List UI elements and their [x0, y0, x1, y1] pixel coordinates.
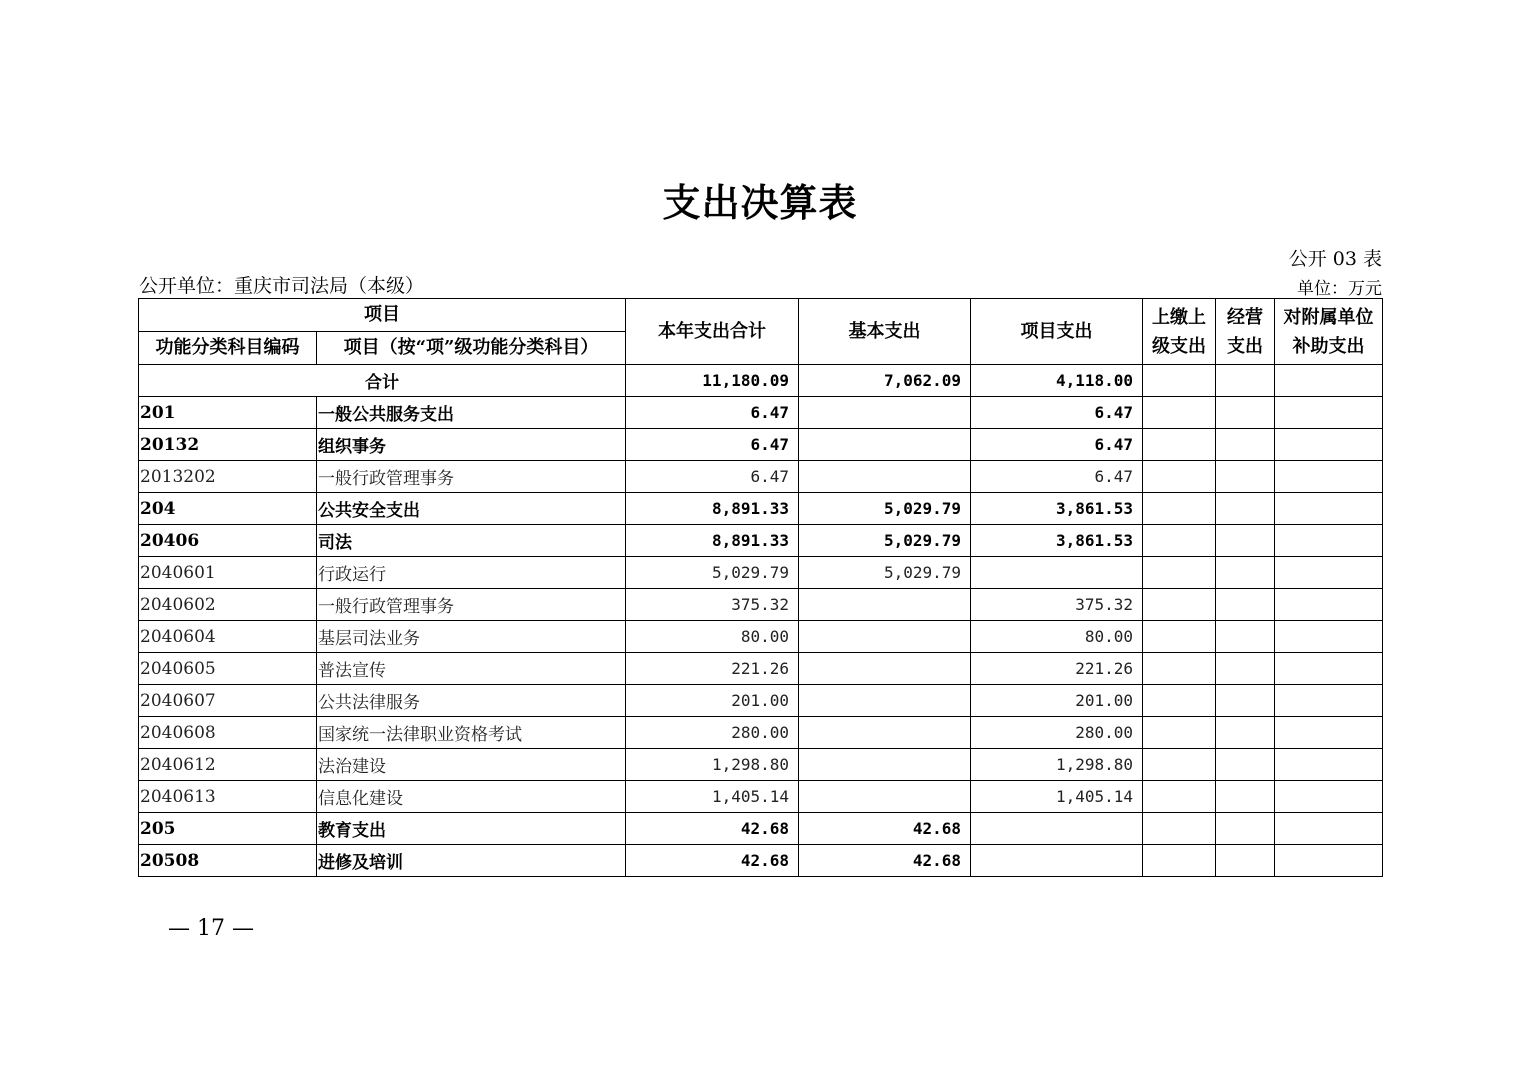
expenditure-table	[138, 298, 1383, 877]
row-project: 3,861.53	[971, 525, 1143, 557]
total-label: 合计	[139, 365, 626, 397]
row-business	[1216, 461, 1275, 493]
header-item-group: 项目	[139, 299, 626, 332]
row-project: 221.26	[971, 653, 1143, 685]
row-upper	[1143, 557, 1216, 589]
table-row	[139, 845, 1383, 877]
row-project: 80.00	[971, 621, 1143, 653]
row-name: 教育支出	[317, 813, 626, 845]
row-upper	[1143, 813, 1216, 845]
row-subsidy	[1275, 557, 1383, 589]
row-total: 1,405.14	[626, 781, 799, 813]
row-total: 42.68	[626, 845, 799, 877]
row-upper	[1143, 845, 1216, 877]
row-name: 一般行政管理事务	[317, 461, 626, 493]
row-business	[1216, 845, 1275, 877]
row-project: 3,861.53	[971, 493, 1143, 525]
table-row	[139, 749, 1383, 781]
row-basic	[799, 653, 971, 685]
row-upper	[1143, 525, 1216, 557]
row-total: 280.00	[626, 717, 799, 749]
row-basic: 42.68	[799, 813, 971, 845]
row-basic	[799, 781, 971, 813]
row-name: 司法	[317, 525, 626, 557]
row-upper	[1143, 749, 1216, 781]
row-subsidy	[1275, 589, 1383, 621]
row-subsidy	[1275, 493, 1383, 525]
row-basic: 5,029.79	[799, 493, 971, 525]
row-project: 375.32	[971, 589, 1143, 621]
header-upper: 上缴上级支出	[1143, 299, 1216, 365]
row-business	[1216, 685, 1275, 717]
row-business	[1216, 397, 1275, 429]
row-subsidy	[1275, 429, 1383, 461]
row-basic: 5,029.79	[799, 557, 971, 589]
row-total: 6.47	[626, 461, 799, 493]
row-business	[1216, 813, 1275, 845]
header-basic: 基本支出	[799, 299, 971, 365]
row-subsidy	[1275, 685, 1383, 717]
row-upper	[1143, 621, 1216, 653]
row-total: 201.00	[626, 685, 799, 717]
table-row	[139, 557, 1383, 589]
row-project: 6.47	[971, 461, 1143, 493]
row-subsidy	[1275, 845, 1383, 877]
row-basic	[799, 621, 971, 653]
row-subsidy	[1275, 461, 1383, 493]
header-subsidy: 对附属单位补助支出	[1275, 299, 1383, 365]
row-total: 80.00	[626, 621, 799, 653]
total-basic: 7,062.09	[799, 365, 971, 397]
header-total: 本年支出合计	[626, 299, 799, 365]
table-row	[139, 589, 1383, 621]
header-code: 功能分类科目编码	[139, 332, 317, 365]
row-name: 公共安全支出	[317, 493, 626, 525]
row-subsidy	[1275, 749, 1383, 781]
row-code: 2040608	[139, 717, 317, 749]
row-total: 6.47	[626, 429, 799, 461]
row-basic	[799, 589, 971, 621]
row-upper	[1143, 717, 1216, 749]
row-name: 国家统一法律职业资格考试	[317, 717, 626, 749]
row-code: 20508	[139, 845, 317, 877]
row-project: 6.47	[971, 397, 1143, 429]
total-row	[139, 365, 1383, 397]
row-business	[1216, 589, 1275, 621]
row-total: 5,029.79	[626, 557, 799, 589]
row-code: 2040605	[139, 653, 317, 685]
page-title: 支出决算表	[662, 180, 858, 225]
table-row	[139, 621, 1383, 653]
row-name: 一般公共服务支出	[317, 397, 626, 429]
row-subsidy	[1275, 525, 1383, 557]
total-amount: 11,180.09	[626, 365, 799, 397]
row-upper	[1143, 461, 1216, 493]
row-upper	[1143, 685, 1216, 717]
row-subsidy	[1275, 621, 1383, 653]
table-row	[139, 685, 1383, 717]
row-name: 法治建设	[317, 749, 626, 781]
header-name: 项目（按“项”级功能分类科目）	[317, 332, 626, 365]
row-name: 信息化建设	[317, 781, 626, 813]
row-subsidy	[1275, 781, 1383, 813]
row-business	[1216, 525, 1275, 557]
row-project: 6.47	[971, 429, 1143, 461]
row-subsidy	[1275, 717, 1383, 749]
row-code: 2040613	[139, 781, 317, 813]
row-upper	[1143, 781, 1216, 813]
row-project: 1,405.14	[971, 781, 1143, 813]
row-total: 8,891.33	[626, 525, 799, 557]
row-business	[1216, 781, 1275, 813]
row-total: 8,891.33	[626, 493, 799, 525]
row-basic	[799, 685, 971, 717]
total-subsidy	[1275, 365, 1383, 397]
row-total: 42.68	[626, 813, 799, 845]
row-code: 204	[139, 493, 317, 525]
row-name: 普法宣传	[317, 653, 626, 685]
row-code: 2040601	[139, 557, 317, 589]
total-upper	[1143, 365, 1216, 397]
currency-unit: 单位：万元	[1297, 279, 1382, 299]
row-total: 221.26	[626, 653, 799, 685]
row-code: 205	[139, 813, 317, 845]
row-name: 基层司法业务	[317, 621, 626, 653]
row-business	[1216, 429, 1275, 461]
row-code: 2040604	[139, 621, 317, 653]
row-upper	[1143, 397, 1216, 429]
page-number: — 17 —	[168, 916, 254, 941]
row-project: 1,298.80	[971, 749, 1143, 781]
row-basic	[799, 717, 971, 749]
row-basic	[799, 429, 971, 461]
row-code: 2040607	[139, 685, 317, 717]
table-row	[139, 717, 1383, 749]
row-basic	[799, 397, 971, 429]
table-row	[139, 397, 1383, 429]
row-business	[1216, 749, 1275, 781]
form-number: 公开 03 表	[1288, 248, 1382, 270]
table-row	[139, 813, 1383, 845]
row-project	[971, 845, 1143, 877]
row-subsidy	[1275, 813, 1383, 845]
row-basic	[799, 749, 971, 781]
row-name: 组织事务	[317, 429, 626, 461]
table-row	[139, 653, 1383, 685]
row-total: 6.47	[626, 397, 799, 429]
row-code: 20406	[139, 525, 317, 557]
row-business	[1216, 557, 1275, 589]
header-business: 经营支出	[1216, 299, 1275, 365]
row-name: 行政运行	[317, 557, 626, 589]
header-project: 项目支出	[971, 299, 1143, 365]
row-business	[1216, 717, 1275, 749]
row-project: 280.00	[971, 717, 1143, 749]
row-code: 2040612	[139, 749, 317, 781]
row-business	[1216, 493, 1275, 525]
row-subsidy	[1275, 653, 1383, 685]
row-total: 1,298.80	[626, 749, 799, 781]
row-subsidy	[1275, 397, 1383, 429]
row-upper	[1143, 589, 1216, 621]
row-business	[1216, 653, 1275, 685]
table-row	[139, 429, 1383, 461]
row-business	[1216, 621, 1275, 653]
table-row	[139, 525, 1383, 557]
table-row	[139, 461, 1383, 493]
row-name: 公共法律服务	[317, 685, 626, 717]
row-code: 2040602	[139, 589, 317, 621]
row-name: 一般行政管理事务	[317, 589, 626, 621]
reporting-unit: 公开单位：重庆市司法局（本级）	[139, 275, 425, 297]
row-upper	[1143, 493, 1216, 525]
row-upper	[1143, 429, 1216, 461]
total-business	[1216, 365, 1275, 397]
table-row	[139, 493, 1383, 525]
row-upper	[1143, 653, 1216, 685]
row-basic	[799, 461, 971, 493]
row-basic: 5,029.79	[799, 525, 971, 557]
total-project: 4,118.00	[971, 365, 1143, 397]
row-project	[971, 557, 1143, 589]
row-total: 375.32	[626, 589, 799, 621]
row-project: 201.00	[971, 685, 1143, 717]
row-code: 2013202	[139, 461, 317, 493]
row-name: 进修及培训	[317, 845, 626, 877]
row-basic: 42.68	[799, 845, 971, 877]
row-code: 20132	[139, 429, 317, 461]
table-row	[139, 781, 1383, 813]
row-code: 201	[139, 397, 317, 429]
row-project	[971, 813, 1143, 845]
